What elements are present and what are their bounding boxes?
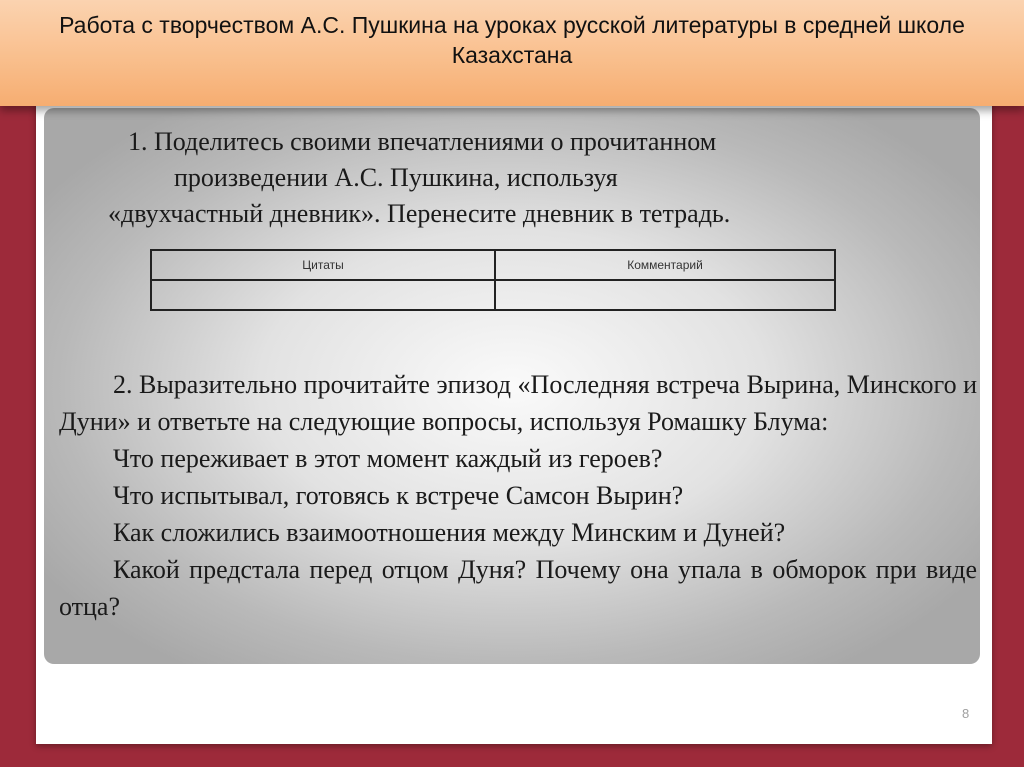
question-item: Как сложились взаимоотношения между Минским и Дуней? (113, 518, 786, 547)
column-header-quotes: Цитаты (151, 250, 495, 280)
header-banner (0, 0, 1024, 106)
task-1 (100, 124, 940, 232)
question-item: Какой предстала перед отцом Дуня? Почему она упала в обморок при виде отца? (59, 555, 977, 621)
task-1-line-2: произведении А.С. Пушкина, используя (174, 163, 618, 192)
task-1-line-1: 1. Поделитесь своими впечатлениями о прочитанном (128, 127, 717, 156)
page-number: 8 (962, 706, 970, 721)
table-row (151, 280, 835, 310)
column-header-comments: Комментарий (495, 250, 835, 280)
table-cell (495, 280, 835, 310)
task-2-intro: 2. Выразительно прочитайте эпизод «Последняя встреча Вырина, Минского и Дуни» и ответьте на следующие вопросы, используя Ромашку Блума: (59, 370, 977, 436)
question-item: Что испытывал, готовясь к встрече Самсон Вырин? (113, 481, 684, 510)
question-item: Что переживает в этот момент каждый из героев? (113, 444, 663, 473)
task-2 (59, 366, 977, 625)
task-1-line-3: «двухчастный дневник». Перенесите дневник в тетрадь. (108, 199, 731, 228)
table-header-row (151, 250, 835, 280)
table-cell (151, 280, 495, 310)
slide-title: Работа с творчеством А.С. Пушкина на уроках русской литературы в средней школе Казахстана (59, 12, 965, 68)
double-entry-diary-table (150, 249, 836, 311)
